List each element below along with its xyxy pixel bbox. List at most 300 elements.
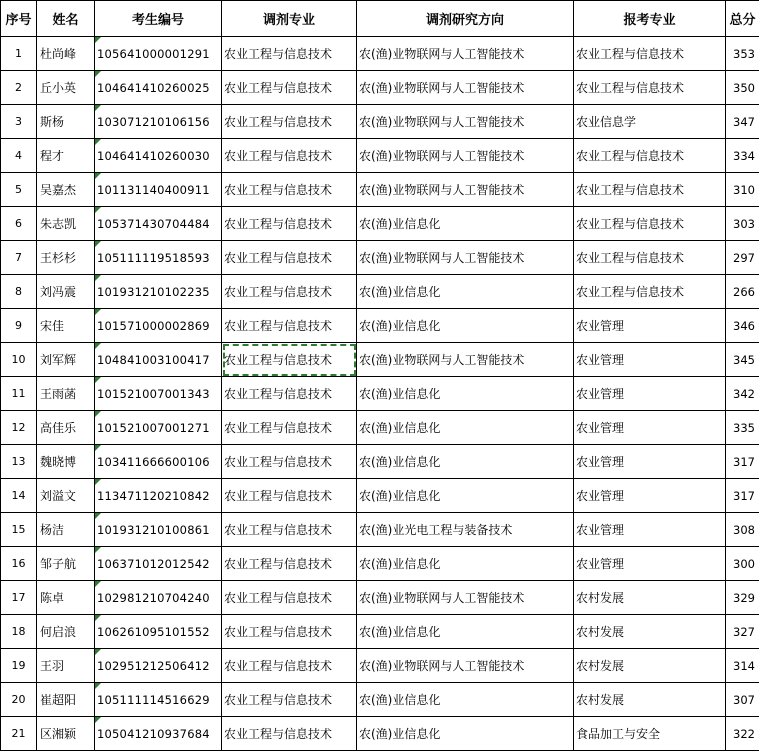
exam-id-cell-text: 103071210106156	[97, 114, 210, 129]
row-index-cell[interactable]	[1, 309, 37, 343]
table-row	[1, 717, 759, 751]
transfer-major-cell-text: 农业工程与信息技术	[224, 353, 333, 367]
table-row	[1, 581, 759, 615]
student-name-cell[interactable]	[37, 139, 95, 173]
exam-id-cell-text: 101931210100861	[97, 522, 210, 537]
student-name-cell-text: 程才	[40, 149, 65, 163]
table-row	[1, 343, 759, 377]
research-direction-cell-text: 农(渔)业物联网与人工智能技术	[359, 591, 525, 605]
student-name-cell[interactable]	[37, 649, 95, 683]
research-direction-cell[interactable]	[357, 513, 574, 547]
student-name-cell-text: 杨洁	[40, 523, 65, 537]
row-index-cell[interactable]	[1, 547, 37, 581]
transfer-major-cell[interactable]	[222, 479, 357, 513]
applied-major-cell[interactable]	[574, 581, 726, 615]
exam-id-cell-text: 101571000002869	[97, 318, 210, 333]
total-score-cell[interactable]	[726, 139, 759, 173]
number-as-text-indicator-icon	[95, 377, 101, 383]
applied-major-cell[interactable]	[574, 139, 726, 173]
transfer-major-cell-text: 农业工程与信息技术	[224, 115, 333, 129]
applied-major-cell-text: 农村发展	[576, 591, 625, 605]
transfer-major-cell[interactable]	[222, 513, 357, 547]
student-name-cell-text: 崔超阳	[40, 693, 77, 707]
research-direction-cell-text: 农(渔)业物联网与人工智能技术	[359, 149, 525, 163]
research-direction-cell[interactable]	[357, 173, 574, 207]
exam-id-cell-text: 101521007001271	[97, 420, 210, 435]
row-index-cell-text: 14	[11, 489, 26, 502]
total-score-cell-text: 334	[733, 148, 755, 163]
applied-major-cell-text: 农业工程与信息技术	[576, 81, 685, 95]
student-name-cell[interactable]	[37, 479, 95, 513]
student-name-cell[interactable]	[37, 377, 95, 411]
total-score-cell[interactable]	[726, 445, 759, 479]
student-name-cell-text: 区湘颖	[40, 727, 77, 741]
research-direction-cell-text: 农(渔)业信息化	[359, 455, 441, 469]
total-score-cell[interactable]	[726, 377, 759, 411]
applied-major-cell-text: 农村发展	[576, 693, 625, 707]
exam-id-cell[interactable]	[95, 615, 222, 649]
research-direction-cell-text: 农(渔)业物联网与人工智能技术	[359, 353, 525, 367]
student-name-cell-text: 何启浪	[40, 625, 77, 639]
row-index-cell[interactable]	[1, 241, 37, 275]
selected-cell[interactable]	[222, 343, 357, 377]
row-index-cell-text: 21	[11, 727, 26, 740]
transfer-major-cell-text: 农业工程与信息技术	[224, 591, 333, 605]
row-index-cell[interactable]	[1, 445, 37, 479]
exam-id-cell[interactable]	[95, 139, 222, 173]
transfer-major-cell[interactable]	[222, 37, 357, 71]
total-score-cell-text: 308	[733, 522, 755, 537]
row-index-cell[interactable]	[1, 615, 37, 649]
transfer-major-cell[interactable]	[222, 581, 357, 615]
total-score-cell-text: 347	[733, 114, 755, 129]
research-direction-cell[interactable]	[357, 445, 574, 479]
student-name-cell[interactable]	[37, 241, 95, 275]
research-direction-cell[interactable]	[357, 37, 574, 71]
total-score-cell[interactable]	[726, 581, 759, 615]
total-score-cell[interactable]	[726, 683, 759, 717]
applied-major-cell-text: 农业工程与信息技术	[576, 251, 685, 265]
student-name-cell-text: 吴嘉杰	[40, 183, 77, 197]
header-total-score[interactable]: 总分	[726, 1, 759, 37]
total-score-cell-text: 329	[733, 590, 755, 605]
number-as-text-indicator-icon	[95, 105, 101, 111]
total-score-cell[interactable]	[726, 615, 759, 649]
exam-id-cell-text: 101931210102235	[97, 284, 210, 299]
row-index-cell-text: 6	[15, 217, 22, 230]
exam-id-cell[interactable]	[95, 445, 222, 479]
number-as-text-indicator-icon	[95, 513, 101, 519]
number-as-text-indicator-icon	[95, 683, 101, 689]
table-row	[1, 445, 759, 479]
student-name-cell[interactable]	[37, 105, 95, 139]
student-name-cell[interactable]	[37, 71, 95, 105]
transfer-major-cell-text: 农业工程与信息技术	[224, 625, 333, 639]
transfer-major-cell[interactable]	[222, 139, 357, 173]
applied-major-cell-text: 农业工程与信息技术	[576, 183, 685, 197]
row-index-cell-text: 17	[11, 591, 26, 604]
exam-id-cell-text: 101521007001343	[97, 386, 210, 401]
transfer-major-cell-text: 农业工程与信息技术	[224, 693, 333, 707]
row-index-cell-text: 7	[15, 251, 22, 264]
total-score-cell-text: 322	[733, 726, 755, 741]
number-as-text-indicator-icon	[95, 547, 101, 553]
research-direction-cell[interactable]	[357, 717, 574, 751]
number-as-text-indicator-icon	[95, 173, 101, 179]
student-name-cell-text: 杜尚峰	[40, 47, 77, 61]
student-name-cell[interactable]	[37, 411, 95, 445]
total-score-cell[interactable]	[726, 717, 759, 751]
student-name-cell-text: 王雨菡	[40, 387, 77, 401]
exam-id-cell[interactable]	[95, 207, 222, 241]
transfer-major-cell[interactable]	[222, 309, 357, 343]
transfer-major-cell-text: 农业工程与信息技术	[224, 489, 333, 503]
research-direction-cell-text: 农(渔)业光电工程与装备技术	[359, 523, 513, 537]
number-as-text-indicator-icon	[95, 207, 101, 213]
table-row	[1, 37, 759, 71]
total-score-cell-text: 335	[733, 420, 755, 435]
applied-major-cell[interactable]	[574, 343, 726, 377]
total-score-cell-text: 317	[733, 488, 755, 503]
research-direction-cell[interactable]	[357, 275, 574, 309]
exam-id-cell-text: 106261095101552	[97, 624, 210, 639]
total-score-cell[interactable]	[726, 207, 759, 241]
row-index-cell[interactable]	[1, 717, 37, 751]
exam-id-cell[interactable]	[95, 105, 222, 139]
exam-id-cell-text: 104641410260025	[97, 80, 210, 95]
research-direction-cell[interactable]	[357, 411, 574, 445]
total-score-cell-text: 314	[733, 658, 755, 673]
applied-major-cell-text: 农业信息学	[576, 115, 637, 129]
exam-id-cell[interactable]	[95, 717, 222, 751]
transfer-major-cell[interactable]	[222, 717, 357, 751]
applied-major-cell-text: 农村发展	[576, 625, 625, 639]
row-index-cell[interactable]	[1, 513, 37, 547]
applied-major-cell[interactable]	[574, 547, 726, 581]
table-row	[1, 207, 759, 241]
exam-id-cell[interactable]	[95, 479, 222, 513]
exam-id-cell[interactable]	[95, 241, 222, 275]
row-index-cell[interactable]	[1, 173, 37, 207]
total-score-cell[interactable]	[726, 547, 759, 581]
exam-id-cell[interactable]	[95, 71, 222, 105]
research-direction-cell[interactable]	[357, 241, 574, 275]
transfer-major-cell-text: 农业工程与信息技术	[224, 523, 333, 537]
student-name-cell-text: 高佳乐	[40, 421, 77, 435]
transfer-major-cell[interactable]	[222, 105, 357, 139]
applied-major-cell-text: 农业管理	[576, 421, 625, 435]
number-as-text-indicator-icon	[95, 479, 101, 485]
research-direction-cell[interactable]	[357, 581, 574, 615]
student-name-cell[interactable]	[37, 581, 95, 615]
research-direction-cell-text: 农(渔)业信息化	[359, 387, 441, 401]
row-index-cell[interactable]	[1, 343, 37, 377]
applied-major-cell[interactable]	[574, 717, 726, 751]
exam-id-cell[interactable]	[95, 309, 222, 343]
transfer-major-cell[interactable]	[222, 173, 357, 207]
research-direction-cell[interactable]	[357, 547, 574, 581]
research-direction-cell[interactable]	[357, 343, 574, 377]
research-direction-cell[interactable]	[357, 615, 574, 649]
transfer-major-cell-text: 农业工程与信息技术	[224, 727, 333, 741]
total-score-cell[interactable]	[726, 479, 759, 513]
row-index-cell[interactable]	[1, 581, 37, 615]
exam-id-cell[interactable]	[95, 275, 222, 309]
applied-major-cell-text: 农业管理	[576, 353, 625, 367]
header-index[interactable]: 序号	[1, 1, 37, 37]
table-row	[1, 71, 759, 105]
row-index-cell[interactable]	[1, 683, 37, 717]
student-name-cell[interactable]	[37, 717, 95, 751]
exam-id-cell-text: 105371430704484	[97, 216, 210, 231]
row-index-cell-text: 5	[15, 183, 22, 196]
applied-major-cell[interactable]	[574, 105, 726, 139]
total-score-cell[interactable]	[726, 649, 759, 683]
number-as-text-indicator-icon	[95, 343, 101, 349]
row-index-cell[interactable]	[1, 37, 37, 71]
exam-id-cell[interactable]	[95, 581, 222, 615]
exam-id-cell-text: 105111119518593	[97, 250, 210, 265]
transfer-major-cell[interactable]	[222, 445, 357, 479]
research-direction-cell[interactable]	[357, 105, 574, 139]
research-direction-cell-text: 农(渔)业物联网与人工智能技术	[359, 183, 525, 197]
transfer-major-cell-text: 农业工程与信息技术	[224, 659, 333, 673]
total-score-cell[interactable]	[726, 309, 759, 343]
research-direction-cell[interactable]	[357, 71, 574, 105]
exam-id-cell-text: 102981210704240	[97, 590, 210, 605]
applied-major-cell-text: 农业管理	[576, 557, 625, 571]
total-score-cell[interactable]	[726, 241, 759, 275]
student-name-cell[interactable]	[37, 173, 95, 207]
total-score-cell[interactable]	[726, 411, 759, 445]
student-name-cell-text: 斯杨	[40, 115, 65, 129]
research-direction-cell[interactable]	[357, 309, 574, 343]
exam-id-cell[interactable]	[95, 173, 222, 207]
applied-major-cell[interactable]	[574, 445, 726, 479]
header-row	[1, 1, 759, 37]
exam-id-cell[interactable]	[95, 411, 222, 445]
transfer-major-cell[interactable]	[222, 71, 357, 105]
research-direction-cell[interactable]	[357, 479, 574, 513]
exam-id-cell-text: 113471120210842	[97, 488, 210, 503]
applied-major-cell-text: 农业管理	[576, 523, 625, 537]
row-index-cell[interactable]	[1, 71, 37, 105]
applied-major-cell-text: 食品加工与安全	[576, 727, 661, 741]
research-direction-cell-text: 农(渔)业信息化	[359, 217, 441, 231]
number-as-text-indicator-icon	[95, 615, 101, 621]
transfer-major-cell-text: 农业工程与信息技术	[224, 47, 333, 61]
research-direction-cell-text: 农(渔)业信息化	[359, 421, 441, 435]
research-direction-cell-text: 农(渔)业信息化	[359, 285, 441, 299]
research-direction-cell[interactable]	[357, 649, 574, 683]
total-score-cell-text: 353	[733, 46, 755, 61]
total-score-cell[interactable]	[726, 71, 759, 105]
header-name[interactable]: 姓名	[37, 1, 95, 37]
research-direction-cell-text: 农(渔)业信息化	[359, 489, 441, 503]
exam-id-cell[interactable]	[95, 649, 222, 683]
header-transfer-major[interactable]: 调剂专业	[222, 1, 357, 37]
table-row	[1, 377, 759, 411]
table-row	[1, 241, 759, 275]
total-score-cell-text: 303	[733, 216, 755, 231]
row-index-cell[interactable]	[1, 139, 37, 173]
student-name-cell-text: 朱志凯	[40, 217, 77, 231]
student-name-cell-text: 刘溢文	[40, 489, 77, 503]
student-name-cell-text: 陈卓	[40, 591, 65, 605]
exam-id-cell-text: 103411666600106	[97, 454, 210, 469]
student-name-cell[interactable]	[37, 445, 95, 479]
row-index-cell-text: 10	[11, 353, 26, 366]
number-as-text-indicator-icon	[95, 445, 101, 451]
number-as-text-indicator-icon	[95, 241, 101, 247]
transfer-major-cell[interactable]	[222, 615, 357, 649]
total-score-cell-text: 266	[733, 284, 755, 299]
research-direction-cell-text: 农(渔)业信息化	[359, 727, 441, 741]
exam-id-cell-text: 106371012012542	[97, 556, 210, 571]
total-score-cell-text: 297	[733, 250, 755, 265]
header-research-direction[interactable]: 调剂研究方向	[357, 1, 574, 37]
total-score-cell[interactable]	[726, 105, 759, 139]
applied-major-cell[interactable]	[574, 241, 726, 275]
row-index-cell[interactable]	[1, 649, 37, 683]
applied-major-cell-text: 农业管理	[576, 455, 625, 469]
header-exam-id[interactable]: 考生编号	[95, 1, 222, 37]
total-score-cell[interactable]	[726, 513, 759, 547]
total-score-cell-text: 310	[733, 182, 755, 197]
row-index-cell[interactable]	[1, 479, 37, 513]
transfer-major-cell[interactable]	[222, 207, 357, 241]
research-direction-cell[interactable]	[357, 377, 574, 411]
exam-id-cell[interactable]	[95, 37, 222, 71]
exam-id-cell[interactable]	[95, 683, 222, 717]
row-index-cell[interactable]	[1, 275, 37, 309]
research-direction-cell-text: 农(渔)业物联网与人工智能技术	[359, 251, 525, 265]
transfer-major-cell[interactable]	[222, 241, 357, 275]
exam-id-cell-text: 104841003100417	[97, 352, 210, 367]
student-name-cell[interactable]	[37, 683, 95, 717]
row-index-cell-text: 15	[11, 523, 26, 536]
exam-id-cell[interactable]	[95, 343, 222, 377]
header-applied-major[interactable]: 报考专业	[574, 1, 726, 37]
research-direction-cell-text: 农(渔)业信息化	[359, 319, 441, 333]
row-index-cell[interactable]	[1, 105, 37, 139]
applied-major-cell[interactable]	[574, 513, 726, 547]
research-direction-cell-text: 农(渔)业信息化	[359, 557, 441, 571]
table-row	[1, 411, 759, 445]
total-score-cell-text: 342	[733, 386, 755, 401]
total-score-cell-text: 327	[733, 624, 755, 639]
total-score-cell[interactable]	[726, 275, 759, 309]
number-as-text-indicator-icon	[95, 275, 101, 281]
student-name-cell-text: 王羽	[40, 659, 65, 673]
transfer-major-cell[interactable]	[222, 411, 357, 445]
student-name-cell[interactable]	[37, 207, 95, 241]
research-direction-cell-text: 农(渔)业物联网与人工智能技术	[359, 81, 525, 95]
applied-major-cell[interactable]	[574, 649, 726, 683]
applied-major-cell[interactable]	[574, 173, 726, 207]
transfer-major-cell[interactable]	[222, 649, 357, 683]
table-row	[1, 275, 759, 309]
table-row	[1, 547, 759, 581]
applied-major-cell[interactable]	[574, 377, 726, 411]
exam-id-cell[interactable]	[95, 547, 222, 581]
applied-major-cell[interactable]	[574, 37, 726, 71]
row-index-cell-text: 20	[11, 693, 26, 706]
total-score-cell-text: 346	[733, 318, 755, 333]
research-direction-cell-text: 农(渔)业物联网与人工智能技术	[359, 115, 525, 129]
transfer-major-cell-text: 农业工程与信息技术	[224, 387, 333, 401]
row-index-cell[interactable]	[1, 377, 37, 411]
applied-major-cell-text: 农业工程与信息技术	[576, 217, 685, 231]
applied-major-cell[interactable]	[574, 615, 726, 649]
research-direction-cell[interactable]	[357, 683, 574, 717]
student-name-cell-text: 魏晓博	[40, 455, 77, 469]
table-row	[1, 513, 759, 547]
transfer-major-cell-text: 农业工程与信息技术	[224, 149, 333, 163]
student-name-cell-text: 邹子航	[40, 557, 77, 571]
row-index-cell[interactable]	[1, 207, 37, 241]
transfer-major-cell-text: 农业工程与信息技术	[224, 455, 333, 469]
student-name-cell-text: 刘冯震	[40, 285, 77, 299]
student-name-cell[interactable]	[37, 309, 95, 343]
applied-major-cell-text: 农业管理	[576, 319, 625, 333]
transfer-major-cell[interactable]	[222, 377, 357, 411]
row-index-cell-text: 16	[11, 557, 26, 570]
applied-major-cell[interactable]	[574, 479, 726, 513]
research-direction-cell[interactable]	[357, 139, 574, 173]
exam-id-cell-text: 105111114516629	[97, 692, 210, 707]
applied-major-cell-text: 农村发展	[576, 659, 625, 673]
number-as-text-indicator-icon	[95, 37, 101, 43]
number-as-text-indicator-icon	[95, 71, 101, 77]
row-index-cell-text: 8	[15, 285, 22, 298]
student-name-cell[interactable]	[37, 37, 95, 71]
transfer-major-cell[interactable]	[222, 275, 357, 309]
transfer-major-cell-text: 农业工程与信息技术	[224, 285, 333, 299]
transfer-major-cell-text: 农业工程与信息技术	[224, 217, 333, 231]
total-score-cell[interactable]	[726, 343, 759, 377]
applied-major-cell[interactable]	[574, 683, 726, 717]
applied-major-cell[interactable]	[574, 207, 726, 241]
exam-id-cell-text: 105641000001291	[97, 46, 210, 61]
exam-id-cell[interactable]	[95, 513, 222, 547]
total-score-cell[interactable]	[726, 37, 759, 71]
row-index-cell-text: 18	[11, 625, 26, 638]
research-direction-cell[interactable]	[357, 207, 574, 241]
research-direction-cell-text: 农(渔)业信息化	[359, 625, 441, 639]
applied-major-cell[interactable]	[574, 275, 726, 309]
number-as-text-indicator-icon	[95, 717, 101, 723]
student-name-cell[interactable]	[37, 513, 95, 547]
total-score-cell-text: 317	[733, 454, 755, 469]
student-name-cell[interactable]	[37, 343, 95, 377]
transfer-major-cell[interactable]	[222, 547, 357, 581]
student-name-cell[interactable]	[37, 547, 95, 581]
applied-major-cell[interactable]	[574, 411, 726, 445]
transfer-major-cell-text: 农业工程与信息技术	[224, 557, 333, 571]
student-name-cell[interactable]	[37, 275, 95, 309]
row-index-cell-text: 1	[15, 47, 22, 60]
exam-id-cell-text: 104641410260030	[97, 148, 210, 163]
exam-id-cell[interactable]	[95, 377, 222, 411]
student-name-cell[interactable]	[37, 615, 95, 649]
applied-major-cell-text: 农业工程与信息技术	[576, 285, 685, 299]
applied-major-cell[interactable]	[574, 71, 726, 105]
row-index-cell[interactable]	[1, 411, 37, 445]
transfer-major-cell[interactable]	[222, 683, 357, 717]
total-score-cell[interactable]	[726, 173, 759, 207]
applied-major-cell[interactable]	[574, 309, 726, 343]
